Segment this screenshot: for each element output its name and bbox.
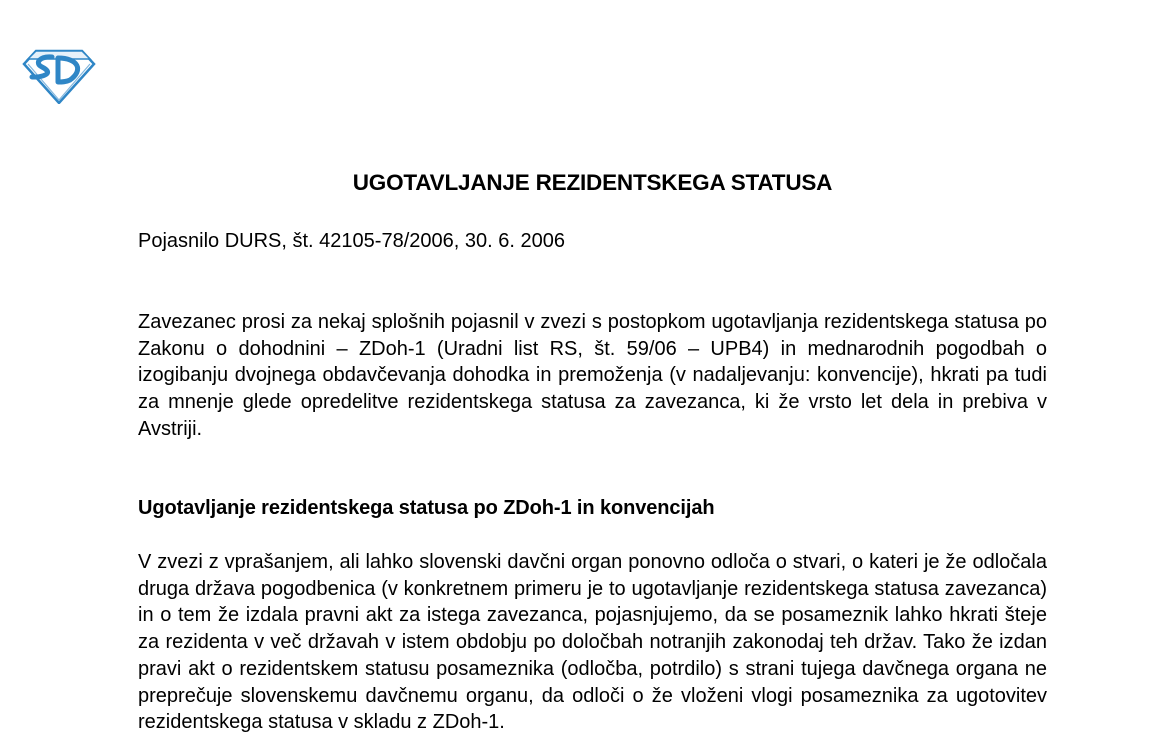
document-subtitle: Pojasnilo DURS, št. 42105-78/2006, 30. 6. 2006 (138, 230, 565, 252)
document-title: UGOTAVLJANJE REZIDENTSKEGA STATUSA (352, 170, 833, 195)
paragraph-body: V zvezi z vprašanjem, ali lahko slovenski davčni organ ponovno odloča o stvari, o kateri je že odločala druga država pogodbenica (v konkretnem primeru je to ugotavljanje rezidentskega statusa zavezanca) in o tem že izdala pravni akt za istega zavezanca, pojasnjujemo, da se posameznik lahko hkrati šteje za rezidenta v več državah v istem obdobju po določbah notranjih zakonodaj teh držav. Tako že izdan pravi akt o rezidentskem statusu posameznika (odločba, potrdilo) s strani tujega davčnega organa ne preprečuje slovenskemu davčnemu organu, da odloči o že vloženi vlogi posameznika za ugotovitev rezidentskega statusa v skladu z ZDoh-1. (138, 551, 1047, 734)
sd-diamond-logo-icon (22, 48, 96, 104)
paragraph-intro: Zavezanec prosi za nekaj splošnih pojasnil v zvezi s postopkom ugotavljanja rezidentskega statusa po Zakonu o dohodnini – ZDoh-1 (Uradni list RS, št. 59/06 – UPB4) in mednarodnih pogodbah o izogibanju dvojnega obdavčevanja dohodka in premoženja (v nadaljevanju: konvencije), hkrati pa tudi za mnenje glede opredelitve rezidentskega statusa za zavezanca, ki že vrsto let dela in prebiva v Avstriji. (138, 311, 1047, 440)
section-heading: Ugotavljanje rezidentskega statusa po ZDoh-1 in konvencijah (138, 497, 715, 519)
